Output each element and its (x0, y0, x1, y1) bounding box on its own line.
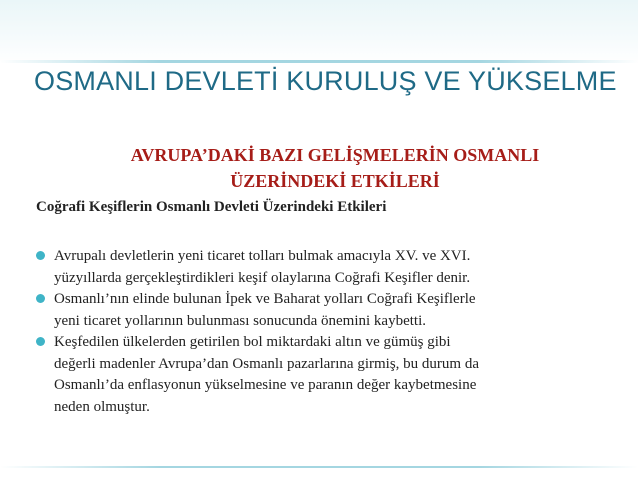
subtitle-line: ÜZERİNDEKİ ETKİLERİ (230, 171, 440, 191)
bullet-line: yeni ticaret yollarının bulunması sonucunda önemini kaybetti. (54, 312, 426, 329)
bullet-icon (36, 337, 45, 346)
bullet-line: Avrupalı devletlerin yeni ticaret tolları bulmak amacıyla XV. ve XVI. (54, 248, 471, 264)
slide-subtitle (60, 142, 610, 194)
bullet-list (36, 246, 621, 418)
footer-divider (0, 466, 638, 468)
bullet-icon (36, 294, 45, 303)
list-item (36, 246, 621, 289)
subtitle-line: AVRUPA’DAKİ BAZI GELİŞMELERİN OSMANLI (130, 145, 540, 165)
bullet-text (54, 291, 476, 329)
header-band (0, 0, 638, 64)
bullet-line: Keşfedilen ülkelerden getirilen bol miktardaki altın ve gümüş gibi (54, 334, 451, 350)
bullet-line: neden olmuştur. (54, 398, 150, 415)
bullet-line: yüzyıllarda gerçekleştirdikleri keşif olaylarına Coğrafi Keşifler denir. (54, 269, 471, 286)
bullet-text (54, 248, 470, 286)
list-item (36, 289, 621, 332)
bullet-icon (36, 251, 45, 260)
section-heading: Coğrafi Keşiflerin Osmanlı Devleti Üzerindeki Etkileri (36, 199, 387, 215)
list-item (36, 332, 621, 418)
bullet-line: değerli madenler Avrupa’dan Osmanlı pazarlarına girmiş, bu durum da (54, 355, 479, 372)
header-divider (0, 60, 638, 63)
bullet-line: Osmanlı’nın elinde bulunan İpek ve Baharat yolları Coğrafi Keşiflerle (54, 291, 476, 307)
bullet-text (54, 334, 479, 415)
bullet-line: Osmanlı’da enflasyonun yükselmesine ve paranın değer kaybetmesine (54, 377, 477, 393)
slide-title: OSMANLI DEVLETİ KURULUŞ VE YÜKSELME (34, 66, 617, 96)
